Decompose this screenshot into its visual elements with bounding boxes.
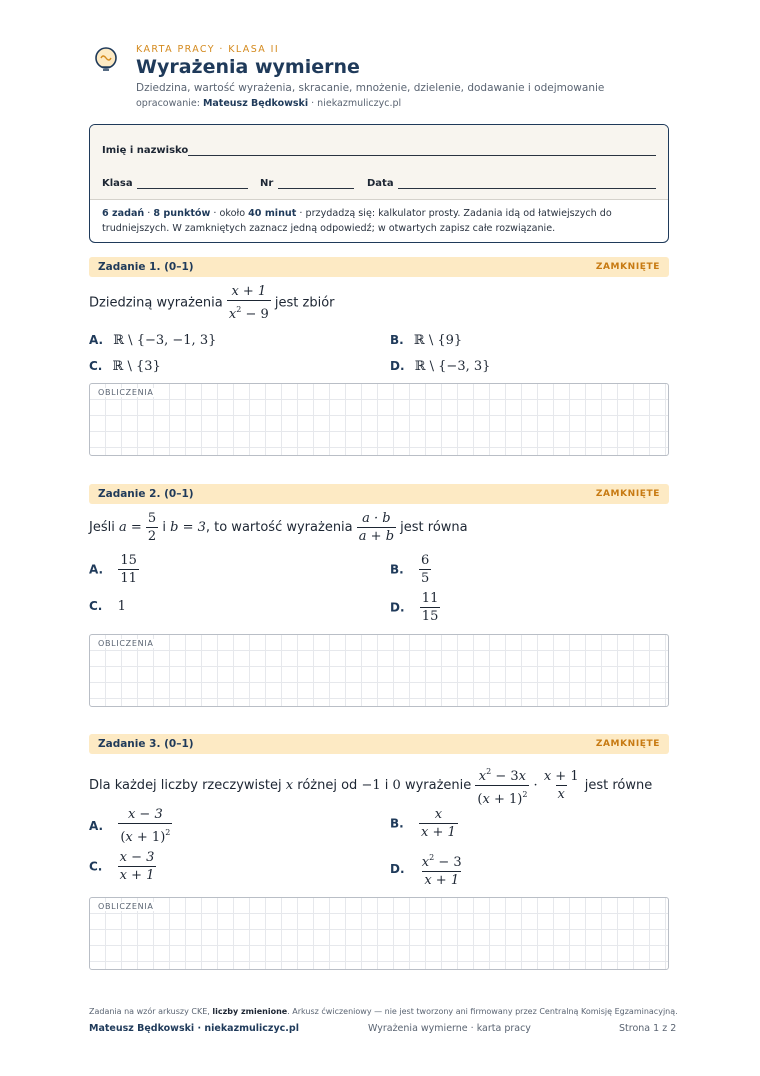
task-2-title: Zadanie 2. (0–1) — [98, 488, 194, 500]
task-2-header — [89, 484, 669, 504]
footer-note-suffix: . Arkusz ćwiczeniowy — nie jest tworzony ani firmowany przez Centralną Komisję Egzaminacyjną. — [287, 1007, 678, 1016]
task-2-q-part2: i — [162, 520, 166, 535]
task-3-f1-denominator: $(x + 1)^2$ — [475, 785, 529, 807]
author-name: Mateusz Będkowski — [202, 98, 309, 109]
points-total: 8 punktów — [153, 208, 211, 219]
page-subtitle: Dziedzina, wartość wyrażenia, skracanie, mnożenie, dzielenie, dodawanie i odejmowanie — [136, 82, 605, 94]
task-3-value-2: 0 — [392, 778, 401, 793]
time-prefix: · około — [210, 208, 249, 219]
page-number: Strona 1 z 2 — [619, 1023, 677, 1034]
task-2-expression-fraction — [357, 511, 396, 544]
task-2-q-part4: jest równa — [400, 520, 468, 535]
task-2-option-c-text: 1 — [117, 599, 126, 614]
time-limit: 40 minut — [248, 208, 297, 219]
task-3-q-part3: i — [384, 778, 389, 793]
task-2-a-den: 11 — [120, 571, 137, 586]
task-3-q-part4: wyrażenie — [404, 778, 472, 793]
student-fields — [90, 125, 668, 200]
option-letter-c: C. — [89, 359, 103, 373]
option-letter-a: A. — [89, 333, 104, 347]
tasks-count: 6 zadań — [102, 208, 145, 219]
task-1-option-d-text: ℝ \ {−3, 3} — [414, 359, 491, 374]
task-3-option-a[interactable] — [89, 807, 172, 845]
nr-field[interactable] — [278, 188, 354, 189]
task-2-option-a[interactable] — [89, 553, 139, 586]
name-field[interactable] — [188, 155, 656, 156]
task-2-var-a: a — [118, 520, 127, 535]
task-3-multiply-dot: · — [533, 778, 538, 793]
task-3-d-num-tail: − 3 — [434, 855, 462, 870]
task-3-option-c-fraction — [118, 850, 157, 883]
task-2-q-part1: Jeśli — [89, 520, 115, 535]
task-3-fraction-1 — [475, 764, 529, 807]
option-letter-a: A. — [89, 819, 104, 833]
option-letter-d: D. — [390, 600, 405, 615]
task-3-b-den: x + 1 — [420, 825, 456, 840]
task-1-type-badge: ZAMKNIĘTE — [595, 262, 660, 272]
task-2-b-den: 5 — [420, 571, 430, 586]
task-3-option-b[interactable] — [390, 807, 458, 840]
instructions-line-2: trudniejszych. W zamkniętych zaznacz jedną odpowiedź; w otwartych zapisz całe rozwiązanie. — [102, 222, 556, 234]
option-letter-a: A. — [89, 562, 104, 577]
task-1-option-a[interactable] — [89, 329, 216, 348]
task-1-den-var: x — [228, 307, 237, 322]
task-1-question — [89, 284, 335, 322]
task-2-a-fraction — [146, 511, 158, 544]
task-1-option-d[interactable] — [390, 355, 490, 374]
task-1-title: Zadanie 1. (0–1) — [98, 261, 194, 273]
task-3-f2-numerator: x + 1 — [543, 769, 579, 784]
task-3-option-d-fraction — [420, 850, 464, 888]
footer-note — [89, 1007, 678, 1016]
name-label: Imię i nazwisko — [102, 145, 189, 156]
page-title: Wyrażenia wymierne — [136, 56, 360, 78]
task-1-option-b-text: ℝ \ {9} — [413, 333, 463, 348]
task-2-a-numerator: 5 — [147, 511, 157, 526]
task-1-den-exponent: 2 — [236, 305, 242, 314]
task-3-option-b-fraction — [419, 807, 458, 840]
author-prefix: opracowanie: — [136, 98, 203, 109]
task-2-b-num: 6 — [420, 553, 430, 568]
task-1-fraction — [227, 284, 271, 322]
task-1-question-prefix: Dziedziną wyrażenia — [89, 295, 223, 311]
task-2-option-b[interactable] — [390, 553, 431, 586]
task-3-f2-denominator: x — [557, 787, 565, 802]
task-2-option-a-fraction — [118, 553, 139, 586]
task-2-var-b: b = 3 — [170, 520, 206, 535]
task-2-equals: = — [126, 520, 146, 535]
task-1-fraction-numerator: x + 1 — [231, 284, 267, 299]
option-letter-b: B. — [390, 816, 404, 831]
footer-note-prefix: Zadania na wzór arkuszy CKE, — [89, 1007, 213, 1016]
date-field[interactable] — [398, 188, 656, 189]
option-letter-d: D. — [390, 359, 405, 373]
task-1-header — [89, 257, 669, 277]
option-letter-b: B. — [390, 562, 404, 577]
task-3-work-label: OBLICZENIA — [98, 902, 154, 911]
task-2-expr-numerator: a · b — [362, 511, 391, 526]
task-3-option-c[interactable] — [89, 850, 156, 883]
task-2-expr-denominator: a + b — [358, 529, 395, 544]
task-2-option-b-fraction — [419, 553, 431, 586]
task-3-header — [89, 734, 669, 754]
footer-note-bold: liczby zmienione — [212, 1007, 288, 1016]
option-letter-c: C. — [89, 859, 103, 874]
class-field[interactable] — [137, 188, 248, 189]
task-3-type-badge: ZAMKNIĘTE — [595, 739, 660, 749]
task-3-var-x: x — [285, 778, 294, 793]
author-line — [136, 98, 401, 109]
task-3-b-num: x — [434, 807, 443, 822]
footer-brand: Mateusz Będkowski · niekazmuliczyc.pl — [89, 1023, 299, 1034]
option-letter-c: C. — [89, 599, 103, 613]
task-3-work-area[interactable] — [89, 897, 669, 970]
task-3-d-den: x + 1 — [424, 873, 460, 888]
task-2-d-num: 11 — [421, 591, 439, 606]
task-2-work-area[interactable] — [89, 634, 669, 707]
task-3-c-num: x − 3 — [119, 850, 155, 865]
task-2-a-num: 15 — [120, 553, 137, 568]
nr-label: Nr — [260, 178, 274, 189]
task-3-q-part2: różnej od — [297, 778, 358, 793]
task-2-d-den: 15 — [421, 609, 439, 624]
task-3-d-num: $x^2 - 3$ — [421, 853, 462, 870]
task-1-den-tail: − 9 — [241, 307, 269, 322]
author-site: · niekazmuliczyc.pl — [308, 98, 402, 109]
instructions-line-1: · przydadzą się: kalkulator prosty. Zadania idą od łatwiejszych do — [296, 208, 612, 219]
task-3-fraction-2 — [542, 769, 581, 802]
task-3-f1-numerator: $x^2 - 3x$ — [478, 767, 526, 784]
task-3-c-den: x + 1 — [119, 868, 155, 883]
footer-center: Wyrażenia wymierne · karta pracy — [368, 1023, 531, 1034]
worksheet-kicker: KARTA PRACY · KLASA II — [136, 44, 280, 55]
task-3-a-den: $(x + 1)^2$ — [118, 823, 172, 845]
task-3-q-part5: jest równe — [584, 778, 653, 793]
class-label: Klasa — [102, 178, 133, 189]
option-letter-b: B. — [390, 333, 404, 347]
task-1-work-area[interactable] — [89, 383, 669, 456]
task-2-q-part3: , to wartość wyrażenia — [205, 520, 353, 535]
task-3-q-part1: Dla każdej liczby rzeczywistej — [89, 778, 282, 793]
task-3-option-a-fraction — [118, 807, 172, 845]
task-3-value-1: −1 — [361, 778, 381, 793]
task-2-option-d[interactable] — [390, 591, 440, 624]
task-3-question — [89, 764, 652, 807]
task-1-question-suffix: jest zbiór — [274, 295, 335, 311]
task-2-option-d-fraction — [420, 591, 441, 624]
task-1-option-a-text: ℝ \ {−3, −1, 3} — [113, 333, 217, 348]
task-2-question — [89, 511, 468, 544]
task-1-option-c-text: ℝ \ {3} — [112, 359, 161, 374]
instructions-text: 6 zadań · 8 punktów · około 40 minut · przydadzą się: kalkulator prosty. Zadania idą od łatwiejszych do trudniejszych. W zamkniętych zaznacz jedną odpowiedź; w otwartych zapisz całe rozwiązanie. — [102, 208, 612, 234]
task-3-a-num: x − 3 — [127, 807, 163, 822]
option-letter-d: D. — [390, 862, 405, 876]
task-3-title: Zadanie 3. (0–1) — [98, 738, 194, 750]
task-1-work-label: OBLICZENIA — [98, 388, 154, 397]
task-1-fraction-denominator — [227, 300, 271, 322]
task-1-option-c[interactable] — [89, 355, 161, 374]
task-2-option-c[interactable] — [89, 595, 126, 614]
date-label: Data — [367, 178, 394, 189]
student-info-box — [89, 124, 669, 243]
task-2-a-denominator: 2 — [147, 529, 157, 544]
lightbulb-brain-icon — [91, 45, 121, 75]
task-2-type-badge: ZAMKNIĘTE — [595, 489, 660, 499]
task-1-option-b[interactable] — [390, 329, 462, 348]
task-2-work-label: OBLICZENIA — [98, 639, 154, 648]
task-3-option-d[interactable] — [390, 850, 464, 888]
